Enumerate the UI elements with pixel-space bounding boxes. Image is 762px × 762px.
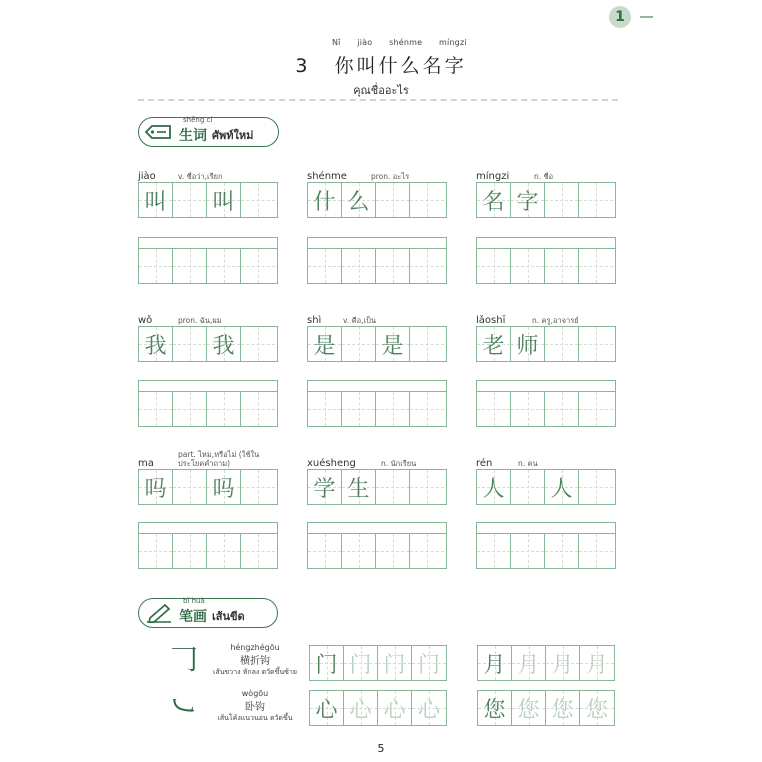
word-pinyin: rén — [476, 458, 493, 469]
pinyin-writing-line[interactable] — [138, 237, 278, 249]
character-grid — [476, 182, 616, 218]
model-character: 字 — [516, 189, 539, 215]
model-character: 人 — [482, 476, 505, 502]
word-meaning: n. ครู,อาจารย์ — [532, 315, 579, 325]
word-meaning: n. นักเรียน — [381, 458, 417, 468]
practice-grid[interactable] — [476, 534, 616, 569]
trace-character: 门 — [383, 652, 406, 678]
vocab-entry — [476, 312, 616, 362]
character-grid — [476, 326, 616, 362]
stroke-practice-grid — [477, 690, 615, 726]
trace-character: 月 — [585, 652, 608, 678]
character-grid — [476, 469, 616, 505]
character-grid — [307, 469, 447, 505]
model-character: 我 — [144, 333, 167, 359]
practice-grid[interactable] — [138, 392, 278, 427]
word-meaning: pron. ฉัน,ผม — [178, 315, 222, 325]
character-grid — [138, 469, 278, 505]
practice-grid[interactable] — [476, 392, 616, 427]
practice-grid[interactable] — [307, 534, 447, 569]
model-character: 生 — [347, 476, 370, 502]
practice-area — [476, 380, 616, 427]
title-pinyin-2: jiào — [357, 38, 373, 47]
trace-character: 心 — [315, 697, 338, 723]
practice-area — [307, 380, 447, 427]
stroke-pinyin: héngzhégōu — [230, 643, 280, 652]
practice-grid[interactable] — [307, 392, 447, 427]
word-pinyin: ma — [138, 458, 154, 469]
vocab-entry — [138, 450, 278, 505]
model-character: 叫 — [144, 189, 167, 215]
practice-grid[interactable] — [138, 534, 278, 569]
pinyin-writing-line[interactable] — [476, 522, 616, 534]
lesson-title — [0, 51, 762, 78]
word-meaning: pron. อะไร — [371, 171, 410, 181]
title-divider — [138, 99, 618, 101]
stroke-section-pinyin: bǐ huà — [183, 597, 205, 605]
vocab-entry — [138, 168, 278, 218]
word-meaning: part. ไหม,หรือไม่ (ใช้ในประโยคคำถาม) — [178, 450, 260, 468]
stroke-name-thai: เส้นขวาง หักลง ตวัดขึ้นซ้าย — [213, 668, 297, 676]
character-grid — [138, 182, 278, 218]
practice-area — [138, 522, 278, 569]
lesson-title-thai: คุณชื่ออะไร — [353, 84, 409, 97]
trace-character: 您 — [585, 697, 608, 723]
practice-area — [476, 237, 616, 284]
pinyin-writing-line[interactable] — [476, 237, 616, 249]
pinyin-writing-line[interactable] — [138, 380, 278, 392]
pinyin-writing-line[interactable] — [307, 237, 447, 249]
word-meaning: n. ชื่อ — [534, 171, 554, 181]
character-grid — [307, 182, 447, 218]
pinyin-writing-line[interactable] — [307, 522, 447, 534]
stroke-pinyin: wògōu — [241, 689, 269, 698]
badge-divider — [640, 16, 653, 18]
vocab-section-header — [138, 117, 279, 147]
pencil-icon — [139, 598, 179, 628]
practice-grid[interactable] — [138, 249, 278, 284]
trace-character: 月 — [483, 652, 506, 678]
word-pinyin: míngzi — [476, 171, 510, 182]
practice-area — [138, 380, 278, 427]
model-character: 什 — [313, 189, 336, 215]
word-pinyin: shénme — [307, 171, 347, 182]
model-character: 叫 — [212, 189, 235, 215]
word-meaning: v. คือ,เป็น — [343, 315, 376, 325]
character-grid — [138, 326, 278, 362]
vocab-entry — [476, 168, 616, 218]
chapter-badge: 1 — [609, 6, 631, 28]
stroke-section-label-cn: 笔画 — [179, 609, 207, 625]
vocab-entry — [307, 168, 447, 218]
trace-character: 门 — [315, 652, 338, 678]
practice-area — [307, 237, 447, 284]
trace-character: 您 — [517, 697, 540, 723]
lesson-title-cn: 你叫什么名字 — [334, 55, 467, 77]
trace-character: 门 — [349, 652, 372, 678]
practice-area — [307, 522, 447, 569]
vocab-section-pinyin: shēng cí — [183, 116, 213, 124]
trace-character: 月 — [517, 652, 540, 678]
vocab-section-label-thai: ศัพท์ใหม่ — [212, 129, 254, 142]
word-pinyin: xuésheng — [307, 458, 356, 469]
vocab-entry — [307, 312, 447, 362]
lesson-number: 3 — [295, 55, 311, 77]
trace-character: 心 — [383, 697, 406, 723]
model-character: 是 — [313, 333, 336, 359]
stroke-practice-grid — [309, 645, 447, 681]
practice-grid[interactable] — [307, 249, 447, 284]
word-meaning: v. ชื่อว่า,เรียก — [178, 171, 223, 181]
trace-character: 心 — [417, 697, 440, 723]
model-character: 我 — [212, 333, 235, 359]
stroke-symbol: 𠃌 — [168, 642, 198, 677]
stroke-label — [205, 643, 305, 678]
trace-character: 门 — [417, 652, 440, 678]
vocab-entry — [307, 455, 447, 505]
model-character: 人 — [550, 476, 573, 502]
stroke-practice-grid — [309, 690, 447, 726]
stroke-symbol: ㇃ — [168, 690, 198, 725]
pinyin-writing-line[interactable] — [307, 380, 447, 392]
tag-icon — [139, 117, 179, 147]
model-character: 学 — [313, 476, 336, 502]
title-pinyin-4: míngzi — [439, 38, 467, 47]
pinyin-writing-line[interactable] — [138, 522, 278, 534]
title-pinyin-1: Nǐ — [331, 38, 341, 47]
model-character: 师 — [516, 333, 539, 359]
vocab-entry — [476, 455, 616, 505]
title-pinyin — [0, 38, 762, 47]
stroke-practice-grid — [477, 645, 615, 681]
practice-area — [138, 237, 278, 284]
practice-area — [476, 522, 616, 569]
stroke-label — [205, 689, 305, 724]
model-character: 名 — [482, 189, 505, 215]
title-pinyin-3: shénme — [389, 38, 423, 47]
model-character: 吗 — [212, 476, 235, 502]
stroke-name-cn: 横折钩 — [240, 656, 270, 667]
model-character: 么 — [347, 189, 370, 215]
page-number: 5 — [377, 742, 385, 755]
word-meaning: n. คน — [518, 458, 538, 468]
character-grid — [307, 326, 447, 362]
model-character: 是 — [381, 333, 404, 359]
trace-character: 心 — [349, 697, 372, 723]
model-character: 老 — [482, 333, 505, 359]
stroke-section-header — [138, 598, 278, 628]
word-pinyin: jiào — [138, 171, 156, 182]
word-pinyin: wǒ — [138, 315, 153, 326]
vocab-section-label-cn: 生词 — [179, 128, 207, 144]
practice-grid[interactable] — [476, 249, 616, 284]
stroke-section-label-thai: เส้นขีด — [212, 610, 245, 623]
stroke-name-cn: 卧钩 — [245, 702, 265, 713]
vocab-entry — [138, 312, 278, 362]
stroke-name-thai: เส้นโค้งแนวนอน ตวัดขึ้น — [217, 714, 293, 722]
model-character: 吗 — [144, 476, 167, 502]
trace-character: 您 — [483, 697, 506, 723]
word-pinyin: lǎoshī — [476, 315, 506, 326]
pinyin-writing-line[interactable] — [476, 380, 616, 392]
trace-character: 月 — [551, 652, 574, 678]
trace-character: 您 — [551, 697, 574, 723]
word-pinyin: shì — [307, 315, 322, 326]
